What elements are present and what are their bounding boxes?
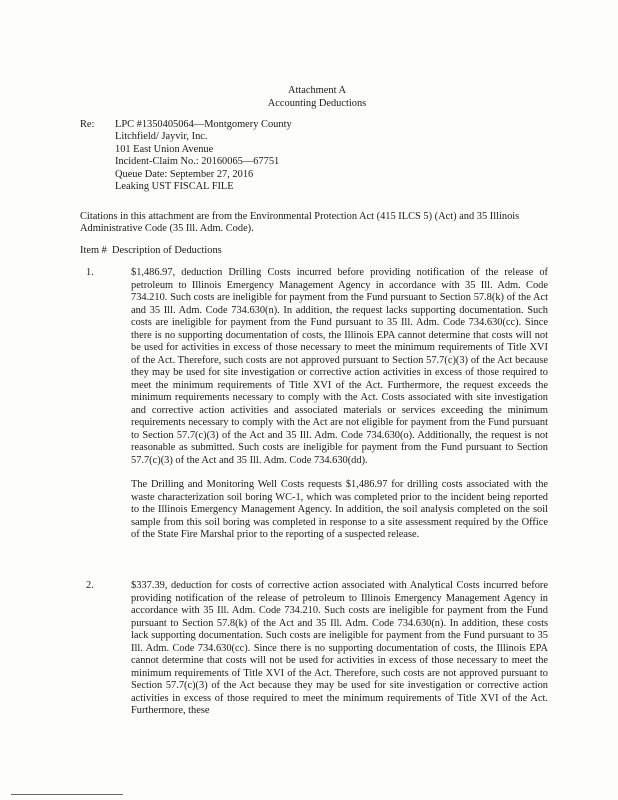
attachment-subtitle: Accounting Deductions: [267, 98, 367, 109]
item-body: [131, 267, 548, 542]
re-line: Leaking UST FISCAL FILE: [115, 181, 234, 193]
re-line: Incident-Claim No.: 20160065—67751: [115, 156, 280, 168]
item-number: 1.: [86, 267, 94, 278]
item-paragraph: $1,486.97, deduction Drilling Costs incurred before providing notification of the release of petroleum to Illinois Emergency Management Agency in accordance with 35 Ill. Adm. Code 734.210. Such costs are ineligible for payment from the Fund pursuant to Section 57.8(k) of the Act and 35 Ill. Adm. Code 734.630(n). In addition, the request lacks supporting documentation. Such costs are ineligible for payment from the Fund pursuant to 35 Ill. Adm. Code 734.630(cc). Since there is no supporting documentation of costs, the Illinois EPA cannot determine that costs will not be used for activities in excess of those necessary to meet the minimum requirements of Title XVI of the Act. Therefore, such costs are not approved pursuant to Section 57.7(c)(3) of the Act because they may be used for site investigation or corrective action activities in excess of those required to meet the minimum requirements of Title XVI of the Act. Furthermore, the request exceeds the minimum requirements necessary to comply with the Act. Costs associated with site investigation and corrective action activities and associated materials or services exceeding the minimum requirements necessary to comply with the Act are not eligible for payment from the Fund pursuant to Section 57.7(c)(3) of the Act and 35 Ill. Adm. Code 734.630(o). Additionally, the request is not reasonable as submitted. Such costs are ineligible for payment from the Fund pursuant to Section 57.7(c)(3) of the Act and 35 Ill. Adm. Code 734.630(dd).: [131, 267, 548, 466]
item-body: [131, 580, 548, 718]
citation-paragraph: Citations in this attachment are from the Environmental Protection Act (415 ILCS 5) (Act) and 35 Illinois Administrative Code (35 Ill. Adm. Code).: [80, 211, 520, 235]
re-line: Litchfield/ Jayvir, Inc.: [115, 131, 208, 143]
re-lines: [115, 119, 292, 193]
re-line: 101 East Union Avenue: [115, 143, 214, 155]
re-label: Re:: [80, 119, 95, 130]
re-line: LPC #1350405064—Montgomery County: [115, 119, 292, 130]
item-number: 2.: [86, 580, 94, 591]
attachment-title: Attachment A: [287, 85, 346, 96]
item-paragraph: $337.39, deduction for costs of corrective action associated with Analytical Costs incurred before providing notification of the release of petroleum to Illinois Emergency Management Agency in accordance with 35 Ill. Adm. Code 734.210. Such costs are ineligible for payment from the Fund pursuant to Section 57.8(k) of the Act and 35 Ill. Adm. Code 734.630(n). In addition, these costs lack supporting documentation. Such costs are ineligible for payment from the Fund pursuant to 35 Ill. Adm. Code 734.630(cc). Since there is no supporting documentation of costs, the Illinois EPA cannot determine that costs will not be used for activities in excess of those necessary to meet the minimum requirements of Title XVI of the Act. Therefore, such costs are not approved pursuant to Section 57.7(c)(3) of the Act because they may be used for site investigation or corrective action activities in excess of those required to meet the minimum requirements of Title XVI of the Act. Furthermore, these: [131, 580, 548, 716]
item-header: Item # Description of Deductions: [80, 245, 222, 256]
re-line: Queue Date: September 27, 2016: [115, 168, 254, 180]
document-title: [0, 84, 618, 110]
footer-rule: [11, 794, 123, 795]
item-paragraph: The Drilling and Monitoring Well Costs requests $1,486.97 for drilling costs associated with the waste characterization soil boring WC-1, which was completed prior to the incident being reported to the Illinois Emergency Management Agency. In addition, the soil analysis completed on the soil sample from this soil boring was completed in response to a site assessment required by the Office of the State Fire Marshal prior to the reporting of a suspected release.: [131, 479, 548, 540]
